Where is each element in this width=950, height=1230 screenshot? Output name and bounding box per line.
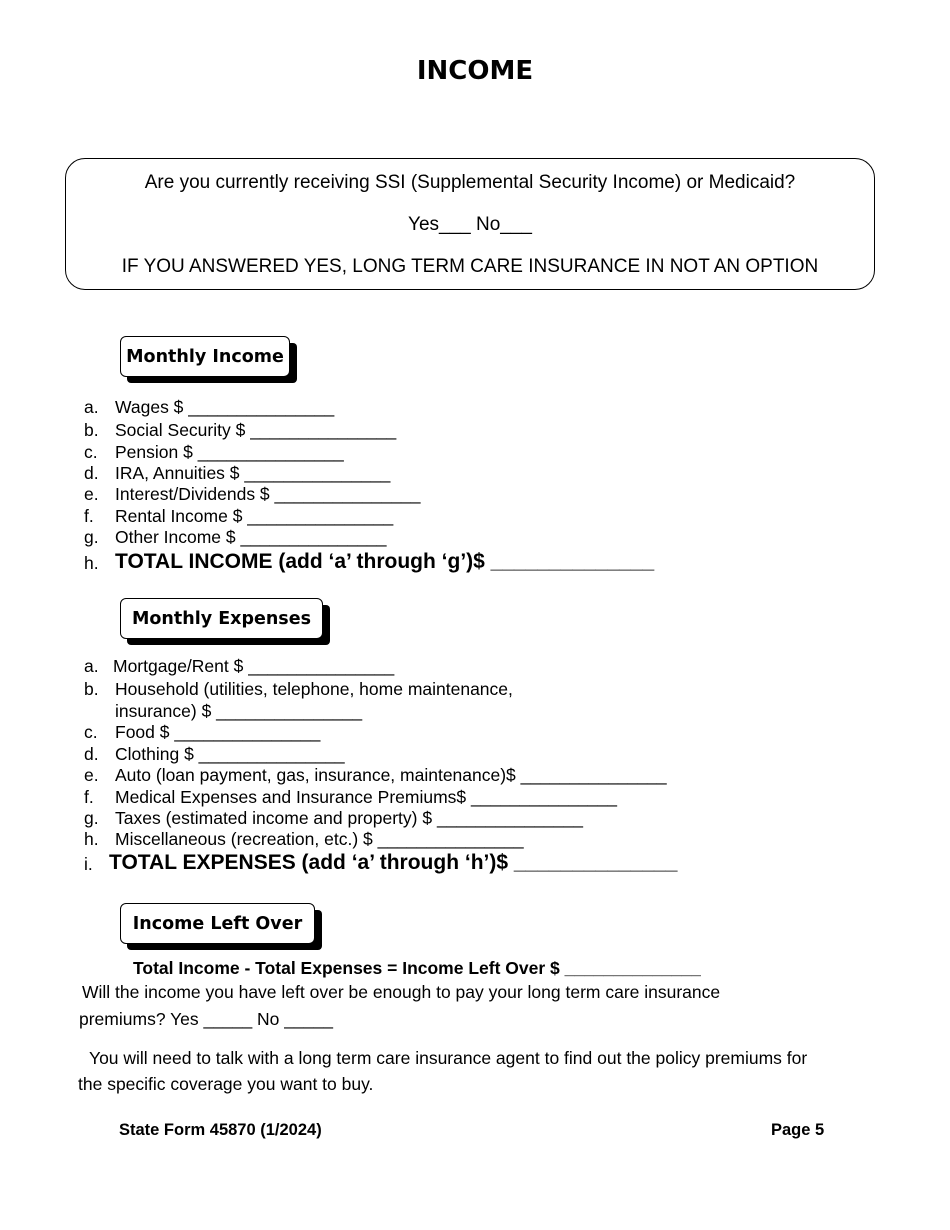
item-text: Other Income $ _______________ xyxy=(115,527,387,547)
item-letter: b. xyxy=(84,420,99,440)
item-text: Wages $ _______________ xyxy=(115,397,335,417)
list-item[interactable] xyxy=(84,420,396,440)
list-item[interactable] xyxy=(84,484,421,504)
item-letter: h. xyxy=(84,553,99,573)
list-item[interactable] xyxy=(84,744,345,764)
item-letter: c. xyxy=(84,722,98,742)
item-text: insurance) $ _______________ xyxy=(115,701,363,721)
ssi-question: Are you currently receiving SSI (Supplemental Security Income) or Medicaid? xyxy=(144,172,796,193)
list-item[interactable] xyxy=(84,701,362,721)
item-text: Household (utilities, telephone, home maintenance, xyxy=(115,679,513,699)
list-item[interactable] xyxy=(84,506,393,526)
item-letter: i. xyxy=(84,854,93,874)
item-text: IRA, Annuities $ _______________ xyxy=(115,463,391,483)
ssi-warning: IF YOU ANSWERED YES, LONG TERM CARE INSURANCE IN NOT AN OPTION xyxy=(121,256,819,277)
item-text: Pension $ _______________ xyxy=(115,442,344,462)
item-text: Auto (loan payment, gas, insurance, maintenance)$ _______________ xyxy=(115,765,667,785)
item-letter: f. xyxy=(84,787,94,807)
list-item[interactable] xyxy=(84,527,386,547)
item-text: Food $ _______________ xyxy=(115,722,321,742)
item-text: Medical Expenses and Insurance Premiums$ _______________ xyxy=(115,787,617,807)
item-letter: e. xyxy=(84,765,99,785)
page-title: INCOME xyxy=(416,56,534,86)
item-text: Mortgage/Rent $ _______________ xyxy=(113,656,395,676)
agent-note-line1: You will need to talk with a long term care insurance agent to find out the policy premiums for xyxy=(89,1048,808,1068)
item-letter: e. xyxy=(84,484,99,504)
item-letter: d. xyxy=(84,463,99,483)
list-item[interactable] xyxy=(84,722,320,742)
list-item[interactable] xyxy=(84,808,583,828)
total-income-text: TOTAL INCOME (add ‘a’ through ‘g’)$ ______________ xyxy=(115,550,655,573)
list-item[interactable] xyxy=(84,397,334,417)
list-item[interactable] xyxy=(84,463,390,483)
income-left-over-formula[interactable]: Total Income - Total Expenses = Income Left Over $ ______________ xyxy=(133,958,701,978)
list-item[interactable] xyxy=(84,765,667,785)
list-item[interactable] xyxy=(84,787,617,807)
item-text: Miscellaneous (recreation, etc.) $ _______________ xyxy=(115,829,524,849)
item-text: Clothing $ _______________ xyxy=(115,744,345,764)
agent-note-line2: the specific coverage you want to buy. xyxy=(78,1074,374,1094)
item-text: Rental Income $ _______________ xyxy=(115,506,394,526)
list-item[interactable] xyxy=(84,442,344,462)
monthly-expenses-header: Monthly Expenses xyxy=(120,598,323,639)
item-letter: a. xyxy=(84,656,99,676)
item-text: Interest/Dividends $ _______________ xyxy=(115,484,421,504)
item-letter: c. xyxy=(84,442,98,462)
left-over-question-line1: Will the income you have left over be enough to pay your long term care insurance xyxy=(82,982,721,1002)
total-expenses-row[interactable] xyxy=(84,851,677,875)
item-text: Taxes (estimated income and property) $ _______________ xyxy=(115,808,583,828)
ssi-yes-no-field[interactable]: Yes___ No___ xyxy=(408,214,532,235)
total-income-row[interactable] xyxy=(84,550,654,574)
form-number: State Form 45870 (1/2024) xyxy=(119,1121,322,1139)
item-letter: d. xyxy=(84,744,99,764)
item-letter: g. xyxy=(84,527,99,547)
left-over-question-line2[interactable]: premiums? Yes _____ No _____ xyxy=(79,1009,333,1029)
list-item xyxy=(84,679,513,699)
item-letter: g. xyxy=(84,808,99,828)
monthly-income-header: Monthly Income xyxy=(120,336,290,377)
page-number: Page 5 xyxy=(771,1121,825,1139)
list-item[interactable] xyxy=(84,829,524,849)
item-letter: b. xyxy=(84,679,99,699)
item-letter: f. xyxy=(84,506,94,526)
item-letter: a. xyxy=(84,397,99,417)
total-expenses-text: TOTAL EXPENSES (add ‘a’ through ‘h’)$ ______________ xyxy=(109,851,678,874)
list-item[interactable] xyxy=(84,656,394,676)
income-left-over-header: Income Left Over xyxy=(120,903,315,944)
item-text: Social Security $ _______________ xyxy=(115,420,397,440)
item-letter: h. xyxy=(84,829,99,849)
